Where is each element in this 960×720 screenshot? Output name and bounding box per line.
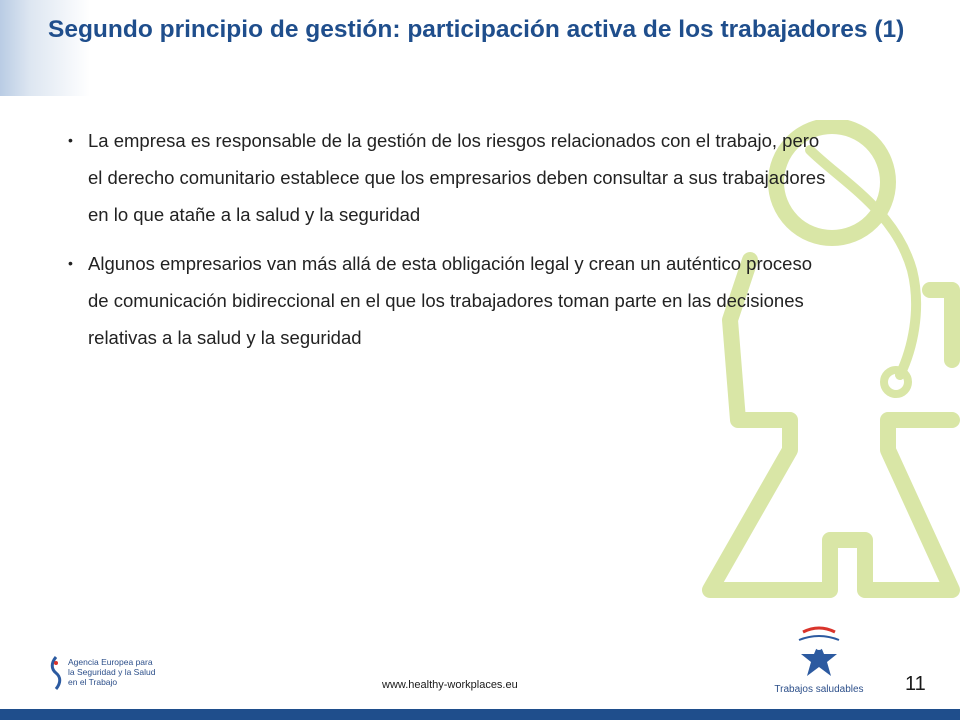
agency-logo-line-1: Agencia Europea para [68,657,153,667]
bullet-list [64,122,834,368]
eu-osha-logo-icon [48,655,64,691]
bottom-bar [0,709,960,720]
page-number: 11 [905,673,926,695]
campaign-logo [774,622,864,700]
agency-logo-line-2: la Seguridad y la Salud [68,667,156,677]
bullet-item-1 [64,122,834,233]
bullet-text: Algunos empresarios van más allá de esta obligación legal y crean un auténtico proceso de comunicación bidireccional en el que los trabajadores toman parte en las decisiones relativas a la salud y la seguridad [88,253,812,348]
footer-url[interactable]: www.healthy-workplaces.eu [382,679,518,691]
healthy-workplaces-star-icon [789,622,849,682]
bullet-marker: • [68,255,73,271]
agency-logo [48,653,188,697]
bullet-item-2 [64,245,834,356]
slide-title: Segundo principio de gestión: participación activa de los trabajadores (1) [48,16,905,43]
campaign-logo-caption: Trabajos saludables [774,684,864,695]
agency-logo-line-3: en el Trabajo [68,677,118,687]
bullet-text: La empresa es responsable de la gestión de los riesgos relacionados con el trabajo, pero el derecho comunitario establece que los empresarios deben consultar a sus trabajadores en lo que atañe a la salud y la seguridad [88,130,826,225]
bullet-marker: • [68,132,73,148]
